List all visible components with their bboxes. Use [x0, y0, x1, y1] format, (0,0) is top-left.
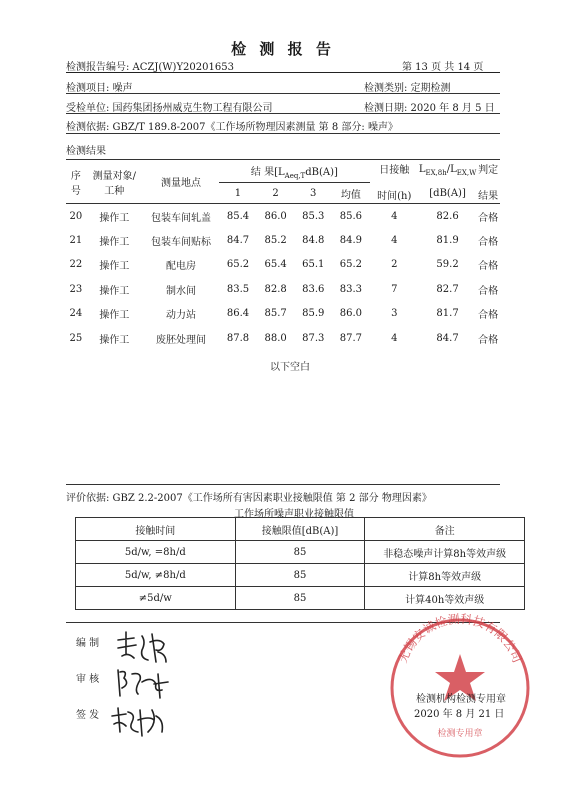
limits-table-title: 工作场所噪声职业接触限值 — [234, 509, 354, 520]
cell-v2: 82.8 — [264, 283, 287, 295]
cell-v2: 88.0 — [264, 332, 287, 344]
cell-lex: 59.2 — [436, 259, 459, 271]
cell-avg: 65.2 — [339, 259, 362, 271]
cell-hours: 4 — [391, 235, 398, 247]
cell-judge: 合格 — [478, 261, 499, 273]
table-row — [76, 541, 525, 564]
col-3: 3 — [310, 187, 317, 199]
cell-v1: 86.4 — [226, 308, 250, 320]
evaluation-basis: 评价依据: GBZ 2.2-2007《工作场所有害因素职业接触限值 第 2 部分 物理因素》 — [66, 493, 432, 504]
review-signature — [112, 664, 172, 704]
col-target: 测量对象/ 工种 — [92, 170, 136, 197]
test-date: 检测日期: 2020 年 8 月 5 日 — [364, 103, 495, 114]
cell-v2: 65.4 — [264, 259, 287, 271]
cell-seq: 24 — [69, 308, 83, 320]
col-lex: $L_{EX,8h}/L_{EX,W}$ [dB(A)] — [418, 164, 477, 199]
cell-lex: 81.9 — [436, 235, 459, 247]
cell-v3: 65.1 — [302, 259, 325, 271]
inspected-unit: 受检单位: 国药集团扬州威克生物工程有限公司 — [66, 103, 273, 114]
cell-v3: 84.8 — [302, 235, 325, 247]
cell-v1: 87.8 — [226, 332, 250, 344]
test-basis: 检测依据: GBZ/T 189.8-2007《工作场所物理因素测量 第 8 部分: 噪声》 — [66, 122, 398, 133]
review-label: 审 核 — [76, 674, 100, 685]
compile-signature — [112, 628, 172, 668]
issue-signature — [108, 702, 168, 742]
col-location: 测量地点 — [160, 178, 201, 189]
cell-time: ≠5d/w — [76, 587, 236, 610]
cell-lex: 84.7 — [436, 332, 459, 344]
col-avg: 均值 — [340, 189, 361, 201]
cell-v1: 84.7 — [226, 235, 250, 247]
divider — [66, 133, 500, 134]
table-row — [66, 326, 500, 350]
cell-target: 操作工 — [99, 334, 130, 346]
results-table — [66, 160, 500, 350]
cell-limit: 85 — [235, 587, 365, 610]
table-row — [76, 564, 525, 587]
cell-avg: 85.6 — [339, 210, 362, 222]
cell-note: 计算40h等效声级 — [365, 587, 525, 610]
cell-v2: 86.0 — [264, 210, 287, 222]
limits-table — [75, 517, 525, 610]
cell-seq: 21 — [69, 235, 83, 247]
cell-avg: 84.9 — [339, 235, 362, 247]
blank-note: 以下空白 — [270, 362, 310, 373]
cell-location: 制水间 — [165, 285, 196, 297]
cell-v3: 83.6 — [302, 283, 325, 295]
test-category: 检测类别: 定期检测 — [364, 83, 451, 94]
cell-judge: 合格 — [478, 237, 499, 249]
cell-v1: 83.5 — [226, 283, 250, 295]
cell-location: 动力站 — [165, 310, 196, 322]
col-daily-time: 日接触 时间(h) — [377, 165, 412, 202]
cell-target: 操作工 — [99, 310, 130, 322]
cell-v2: 85.7 — [264, 308, 287, 320]
cell-location: 包装车间轧盖 — [150, 212, 211, 224]
col-exposure-time: 接触时间 — [76, 518, 236, 541]
cell-v3: 85.3 — [302, 210, 325, 222]
cell-seq: 23 — [69, 283, 83, 295]
cell-v3: 87.3 — [302, 332, 325, 344]
cell-v1: 65.2 — [226, 259, 250, 271]
cell-limit: 85 — [235, 564, 365, 587]
cell-judge: 合格 — [478, 285, 499, 297]
compile-label: 编 制 — [76, 638, 100, 649]
col-note: 备注 — [365, 518, 525, 541]
table-row — [66, 204, 500, 229]
cell-time: 5d/w, =8h/d — [76, 541, 236, 564]
cell-lex: 81.7 — [436, 308, 459, 320]
report-number: 检测报告编号: ACZJ(W)Y20201653 — [66, 62, 234, 73]
col-judge: 判定 结果 — [478, 165, 499, 202]
cell-hours: 3 — [391, 308, 398, 320]
stamp-date: 2020 年 8 月 21 日 — [414, 709, 505, 720]
results-section-title: 检测结果 — [66, 146, 106, 157]
cell-lex: 82.7 — [436, 283, 459, 295]
limits-header-row — [76, 518, 525, 541]
col-exposure-limit: 接触限值[dB(A)] — [235, 518, 365, 541]
cell-target: 操作工 — [99, 237, 130, 249]
col-result-group: 结 果$[L_{Aeq,T}dB(A)]$ — [219, 160, 370, 183]
cell-target: 操作工 — [99, 261, 130, 273]
cell-judge: 合格 — [478, 310, 499, 322]
page-info: 第 13 页 共 14 页 — [402, 62, 484, 73]
header-rule — [66, 72, 500, 73]
cell-location: 配电房 — [165, 261, 196, 273]
cell-v1: 85.4 — [226, 210, 250, 222]
cell-time: 5d/w, ≠8h/d — [76, 564, 236, 587]
table-row — [66, 228, 500, 252]
cell-v3: 85.9 — [302, 308, 325, 320]
issue-label: 签 发 — [76, 710, 100, 721]
cell-judge: 合格 — [478, 334, 499, 346]
cell-note: 计算8h等效声级 — [365, 564, 525, 587]
official-stamp — [380, 608, 540, 768]
cell-limit: 85 — [235, 541, 365, 564]
cell-location: 包装车间贴标 — [150, 237, 211, 249]
cell-hours: 4 — [391, 332, 398, 344]
divider — [66, 93, 500, 94]
cell-lex: 82.6 — [436, 210, 459, 222]
cell-seq: 25 — [69, 332, 83, 344]
stamp-caption: 检测机构检测专用章 — [416, 694, 506, 705]
col-seq: 序号 — [70, 170, 81, 197]
cell-judge: 合格 — [478, 212, 499, 224]
report-title: 检 测 报 告 — [231, 40, 335, 58]
cell-hours: 7 — [391, 283, 398, 295]
table-row — [66, 302, 500, 326]
cell-seq: 22 — [69, 259, 83, 271]
cell-seq: 20 — [69, 210, 83, 222]
cell-target: 操作工 — [99, 285, 130, 297]
table-row — [76, 587, 525, 610]
table-row — [66, 277, 500, 301]
svg-text:无锡安诚检测科技有限公司: 无锡安诚检测科技有限公司 — [395, 611, 525, 665]
col-2: 2 — [272, 187, 279, 199]
cell-note: 非稳态噪声计算8h等效声级 — [365, 541, 525, 564]
svg-text:检测专用章: 检测专用章 — [437, 729, 483, 739]
cell-hours: 4 — [391, 210, 398, 222]
cell-target: 操作工 — [99, 212, 130, 224]
cell-avg: 87.7 — [339, 332, 362, 344]
table-row — [66, 253, 500, 277]
cell-location: 废胚处理间 — [155, 334, 206, 346]
divider — [66, 113, 500, 114]
divider — [66, 484, 500, 485]
cell-hours: 2 — [391, 259, 398, 271]
cell-avg: 83.3 — [339, 283, 362, 295]
test-item: 检测项目: 噪声 — [66, 83, 133, 94]
col-1: 1 — [234, 187, 242, 199]
cell-v2: 85.2 — [264, 235, 287, 247]
cell-avg: 86.0 — [339, 308, 362, 320]
